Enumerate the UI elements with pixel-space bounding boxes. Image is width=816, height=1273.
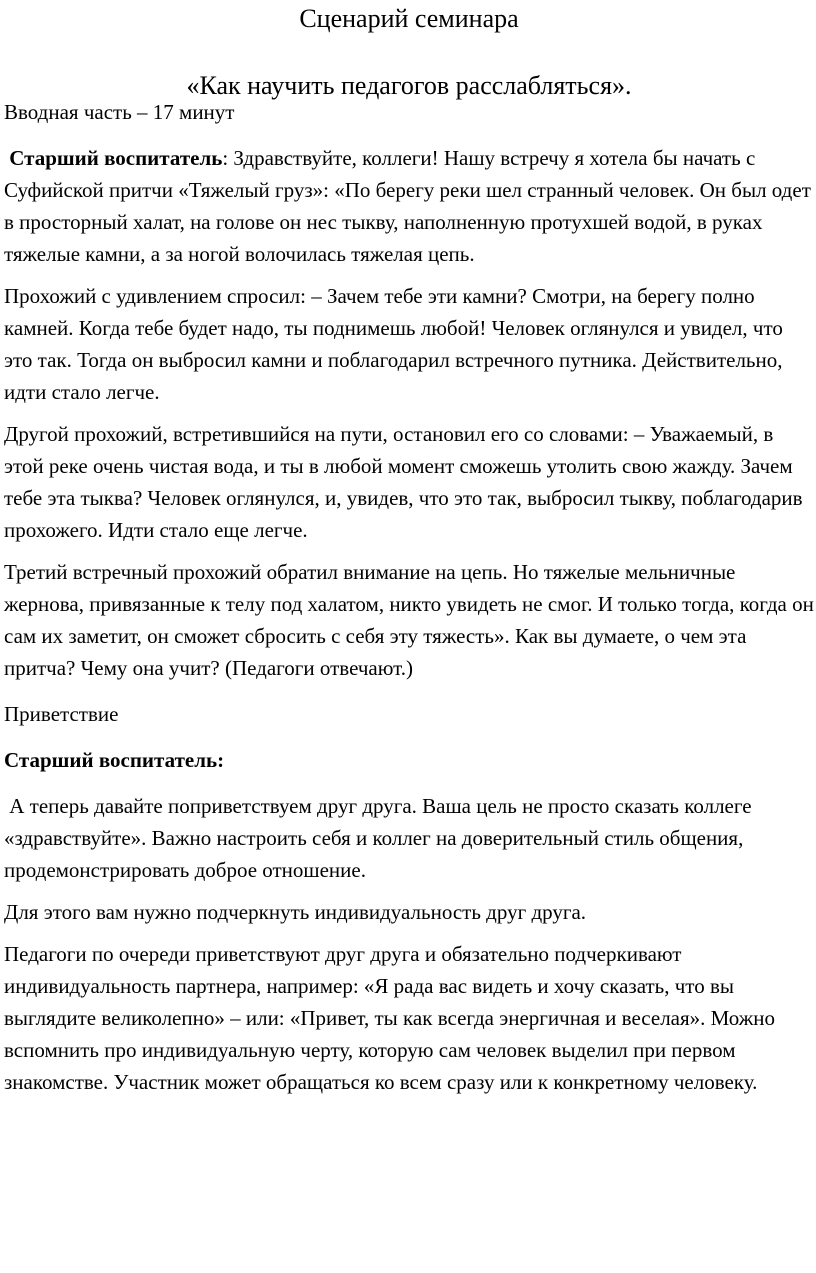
paragraph-1-text: : Здравствуйте, коллеги! Нашу встречу я хотела бы начать с Суфийской притчи «Тяжелый груз»: «По берегу реки шел странный человек. Он был одет в просторный халат, на голове он нес тыкву, наполненную протухшей водой, в руках тяжелые камни, а за ногой волочилась тяжелая цепь.: [4, 146, 811, 266]
paragraph-3: Другой прохожий, встретившийся на пути, остановил его со словами: – Уважаемый, в этой реке очень чистая вода, и ты в любой момент сможешь утолить свою жажду. Зачем тебе эта тыква? Человек оглянулся, и, увидев, что это так, выбросил тыкву, поблагодарив прохожего. Идти стало еще легче.: [4, 422, 803, 542]
paragraph-5: [4, 790, 814, 886]
paragraph-2: Прохожий с удивлением спросил: – Зачем тебе эти камни? Смотри, на берегу полно камней. Когда тебе будет надо, ты поднимешь любой! Человек оглянулся и увидел, что это так. Тогда он выбросил камни и поблагодарил встречного путника. Действительно, идти стало легче.: [4, 284, 783, 404]
paragraph-7: Педагоги по очереди приветствуют друг друга и обязательно подчеркивают индивидуальность партнера, например: «Я рада вас видеть и хочу сказать, что вы выглядите великолепно» – или: «Привет, ты как всегда энергичная и веселая». Можно вспомнить про индивидуальную черту, которую сам человек выделил при первом знакомстве. Участник может обращаться ко всем сразу или к конкретному человеку.: [4, 942, 776, 1094]
speaker-label-2-line: [4, 744, 814, 776]
paragraph-4: Третий встречный прохожий обратил внимание на цепь. Но тяжелые мельничные жернова, привязанные к телу под халатом, никто увидеть не смог. И только тогда, когда он сам их заметит, он сможет сбросить с себя эту тяжесть». Как вы думаете, о чем эта притча? Чему она учит? (Педагоги отвечают.): [4, 560, 814, 680]
paragraph-6: Для этого вам нужно подчеркнуть индивидуальность друг друга.: [4, 900, 587, 924]
intro-part-line: Вводная часть – 17 минут: [4, 100, 235, 124]
section-heading-greeting: Приветствие: [4, 702, 119, 726]
speaker-label: Старший воспитатель:: [4, 748, 225, 772]
speaker-label: Старший воспитатель: [9, 146, 223, 170]
paragraph-5-text: А теперь давайте поприветствуем друг друга. Ваша цель не просто сказать коллеге «здравствуйте». Важно настроить себя и коллег на доверительный стиль общения, продемонстрировать доброе отношение.: [4, 794, 752, 882]
paragraph-1: [4, 142, 814, 270]
document-title: Сценарий семинара: [299, 4, 519, 33]
document-subtitle: «Как научить педагогов расслабляться».: [186, 71, 632, 100]
